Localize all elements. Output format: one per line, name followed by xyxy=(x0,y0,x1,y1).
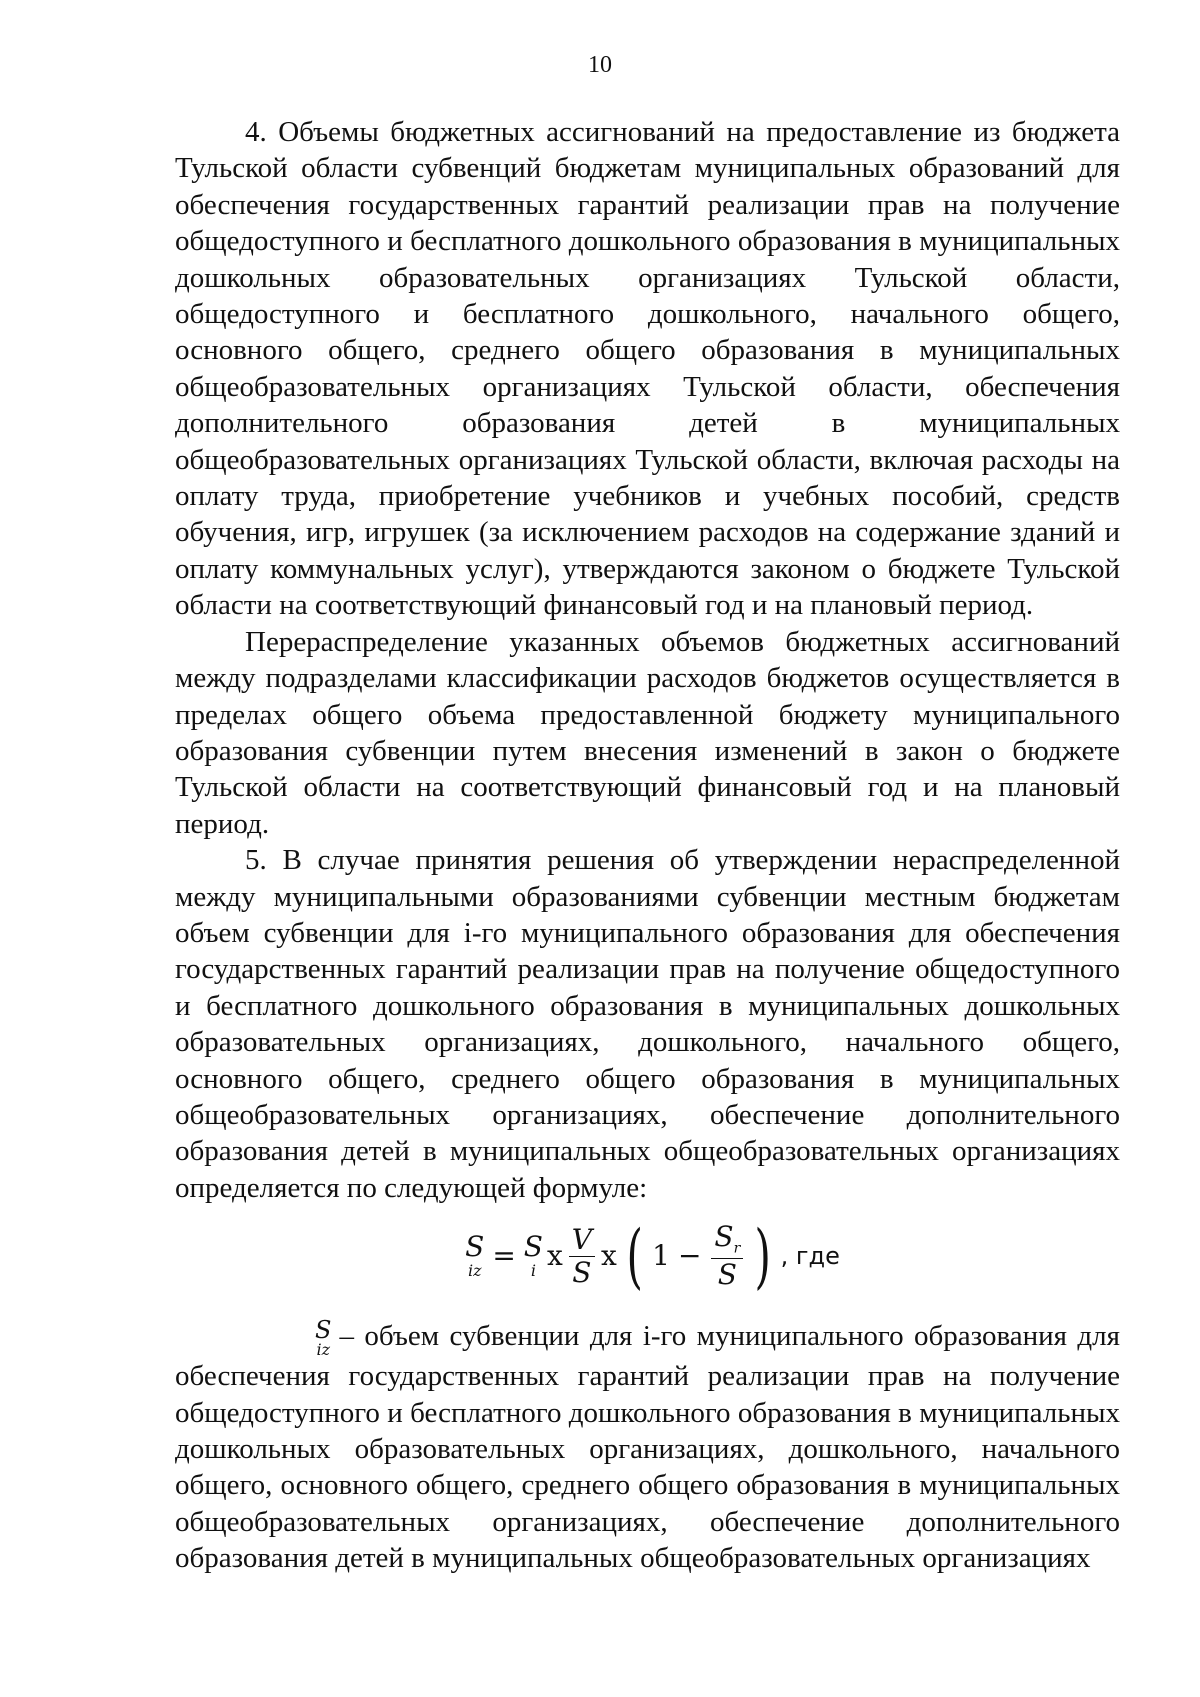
definition-symbol xyxy=(245,1318,331,1358)
formula-sr-symbol: S xyxy=(714,1220,734,1254)
page-number: 10 xyxy=(588,52,612,78)
formula-times-1: x xyxy=(546,1238,563,1272)
definition-text: – объем субвенции для i-го муниципального образования для обеспечения государственных гарантий реализации прав на получение общедоступного и бесплатного дошкольного образования в муниципальных дошкольных образовательных организациях, дошкольного, начального общего, основного общего, среднего общего образования в муниципальных общеобразовательных организациях, обеспечение дополнительного образования детей в муниципальных общеобразовательных организациях xyxy=(175,1320,1120,1575)
definition-siz xyxy=(175,1318,1120,1576)
formula-one: 1 xyxy=(652,1238,670,1272)
paragraph-redistribution: Перераспределение указанных объемов бюджетных ассигнований между подразделами классификации расходов бюджетов осуществляется в пределах общего объема предоставленной бюджету муниципального образования субвенции путем внесения изменений в закон о бюджете Тульской области на соответствующий финансовый год и на плановый период. xyxy=(175,625,1120,840)
paragraph-5: 5. В случае принятия решения об утверждении нераспределенной между муниципальными образованиями субвенции местным бюджетам объем субвенции для i-го муниципального образования для обеспечения государственных гарантий реализации прав на получение общедоступного и бесплатного дошкольного образования в муниципальных дошкольных образовательных организациях, дошкольного, начального общего, основного общего, среднего общего образования в муниципальных общеобразовательных организациях, обеспечение дополнительного образования детей в муниципальных общеобразовательных организациях определяется по следующей формуле: xyxy=(175,844,1120,1204)
formula-open-paren: ( xyxy=(626,1215,643,1298)
formula-si-subscript: i xyxy=(530,1261,536,1281)
formula-equals: = xyxy=(492,1238,516,1272)
paragraph-4: 4. Объемы бюджетных ассигнований на предоставление из бюджета Тульской области субвенций бюджетам муниципальных образований для обеспечения государственных гарантий реализации прав на получение общедоступного и бесплатного дошкольного образования в муниципальных дошкольных образовательных организациях Тульской области, общедоступного и бесплатного дошкольного, начального общего, основного общего, среднего общего образования в муниципальных общеобразовательных организациях Тульской области, обеспечения дополнительного образования детей в муниципальных общеобразовательных организациях Тульской области, включая расходы на оплату труда, приобретение учебников и учебных пособий, средств обучения, игр, игрушек (за исключением расходов на содержание зданий и оплату коммунальных услуг), утверждаются законом о бюджете Тульской области на соответствующий финансовый год и на плановый период. xyxy=(175,116,1120,622)
formula-inner-numerator xyxy=(711,1220,743,1259)
formula-fraction-numerator: V xyxy=(569,1226,595,1257)
formula-sr-subscript: r xyxy=(733,1240,741,1257)
formula-lhs-symbol: S xyxy=(465,1230,485,1264)
formula-fraction-denominator: S xyxy=(572,1255,592,1289)
formula-close-paren: ) xyxy=(754,1215,772,1298)
formula-where-label: , где xyxy=(780,1241,840,1270)
definition-symbol-subscript: iz xyxy=(316,1340,330,1360)
definition-symbol-letter: S xyxy=(315,1316,332,1345)
formula-inner-denominator: S xyxy=(717,1257,737,1291)
formula-lhs xyxy=(465,1230,485,1281)
subvention-formula xyxy=(185,1210,1120,1302)
formula-times-2: x xyxy=(601,1238,617,1272)
formula-si-symbol: S xyxy=(523,1230,543,1264)
formula-fraction-sr-s xyxy=(711,1220,743,1291)
formula-lhs-subscript: iz xyxy=(467,1261,482,1281)
formula-term-si xyxy=(523,1230,543,1281)
formula-fraction-v-s xyxy=(569,1222,595,1289)
formula-minus: − xyxy=(677,1238,702,1272)
document-body xyxy=(175,114,1120,1577)
